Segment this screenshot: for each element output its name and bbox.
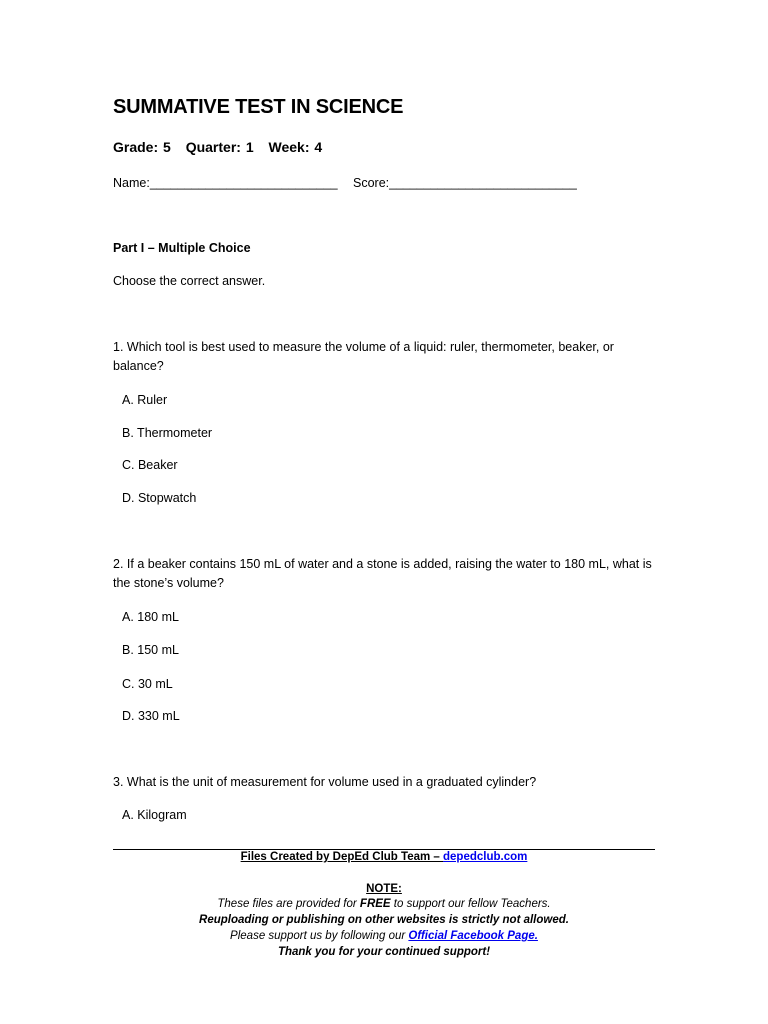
question-1-option-d: D. Stopwatch: [122, 491, 197, 505]
note-heading: NOTE:: [366, 883, 402, 895]
question-2-text: 2. If a beaker contains 150 mL of water and a stone is added, raising the water to 180 mL, what is the stone’s volume?: [113, 557, 652, 590]
note-line-3: [113, 930, 655, 942]
score-field: Score:___________________________: [353, 176, 577, 190]
question-1-option-c: C. Beaker: [122, 458, 178, 472]
note-line-1: [113, 898, 655, 910]
note-line-2: Reuploading or publishing on other websites is strictly not allowed.: [199, 914, 569, 926]
quarter-label: Quarter: 1: [185, 139, 254, 155]
question-2-option-d: D. 330 mL: [122, 709, 180, 723]
part-instruction: Choose the correct answer.: [113, 274, 266, 288]
footer-divider: [113, 849, 655, 850]
grade-label: Grade: 5: [113, 139, 171, 155]
document-title: SUMMATIVE TEST IN SCIENCE: [113, 96, 404, 118]
week-label: Week: 4: [268, 139, 323, 155]
question-1-text: 1. Which tool is best used to measure the volume of a liquid: ruler, thermometer, beaker, or balance?: [113, 340, 614, 373]
question-1-option-b: B. Thermometer: [122, 426, 213, 440]
note-line-1-pre: These files are provided for: [217, 898, 360, 910]
facebook-page-link[interactable]: Official Facebook Page.: [408, 930, 538, 942]
depedclub-link[interactable]: depedclub.com: [443, 851, 528, 863]
question-1-option-a: A. Ruler: [122, 393, 168, 407]
question-2-option-b: B. 150 mL: [122, 643, 179, 657]
note-line-4: Thank you for your continued support!: [277, 946, 491, 958]
question-3-text: 3. What is the unit of measurement for volume used in a graduated cylinder?: [113, 775, 537, 789]
question-2-option-c: C. 30 mL: [122, 677, 173, 691]
note-line-1-free: FREE: [359, 898, 391, 910]
footer-credit-text: Files Created by DepEd Club Team –: [240, 851, 443, 863]
grade-info: [113, 139, 332, 155]
question-2-option-a: A. 180 mL: [122, 610, 179, 624]
part-heading: Part I – Multiple Choice: [113, 241, 251, 255]
note-line-1-post: to support our fellow Teachers.: [390, 898, 551, 910]
question-3-option-a: A. Kilogram: [122, 808, 187, 822]
note-line-3-pre: Please support us by following our: [230, 930, 409, 942]
name-field: Name:___________________________: [113, 176, 338, 190]
footer-credit: [113, 851, 655, 863]
